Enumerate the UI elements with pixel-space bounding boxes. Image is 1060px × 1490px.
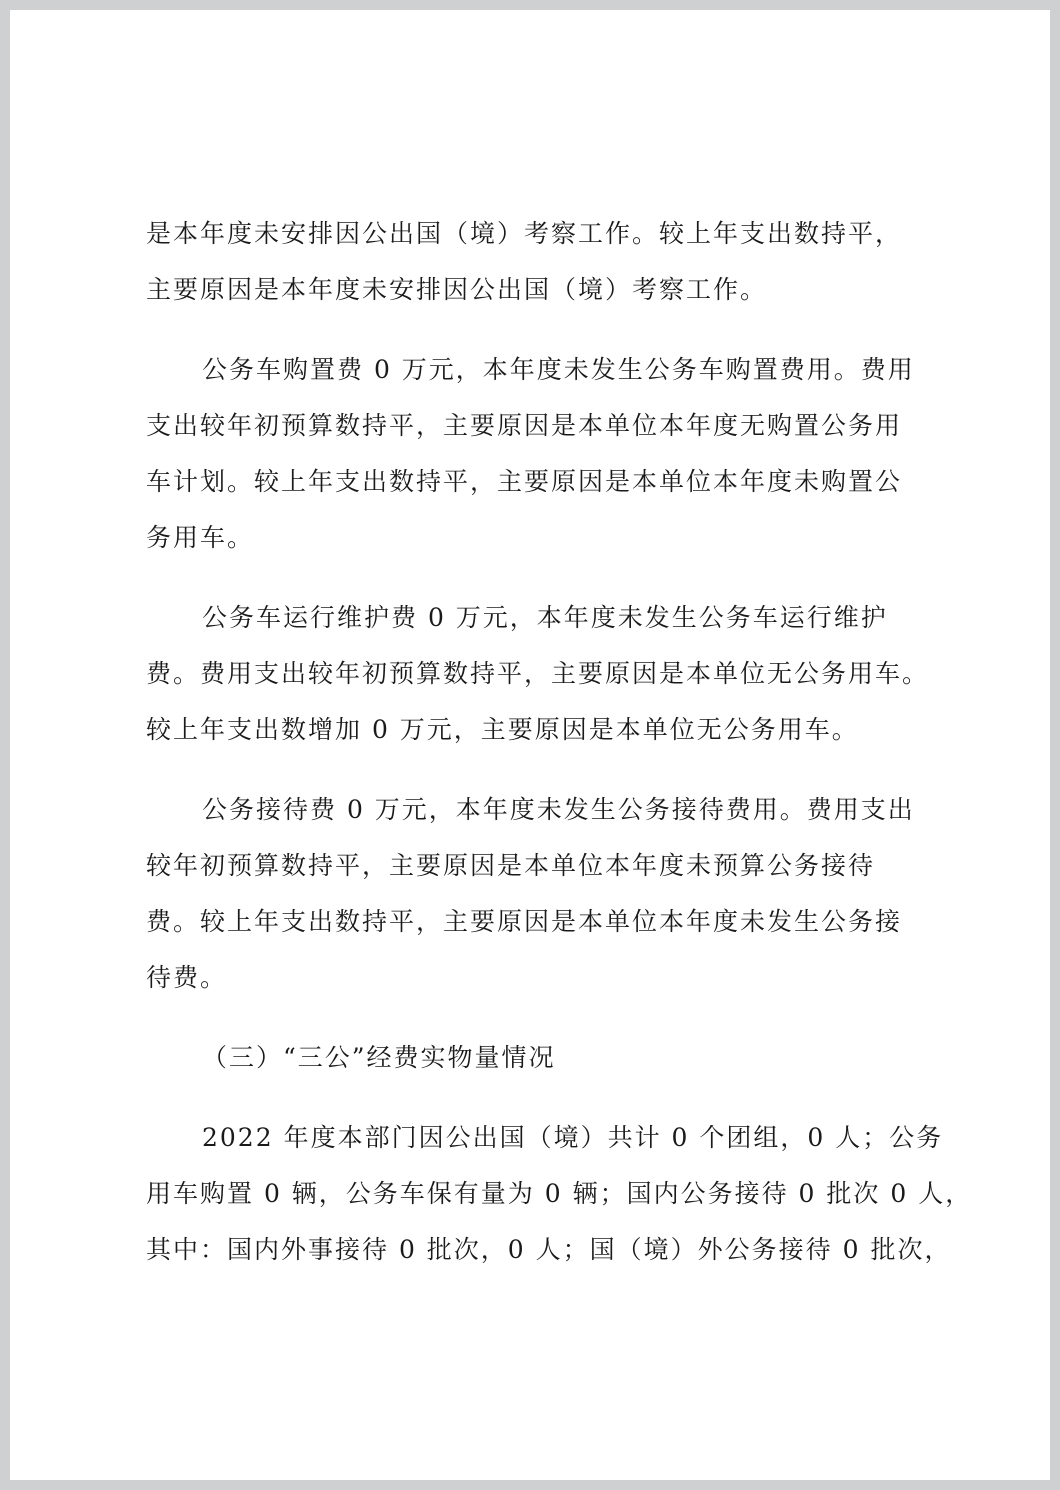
text-line: 车计划。较上年支出数持平，主要原因是本单位本年度未购置公 <box>146 467 903 496</box>
section-title: （三）“三公”经费实物量情况 <box>202 1043 556 1072</box>
paragraph-vehicle-purchase <box>146 342 928 566</box>
text-line: 公务车购置费 0 万元，本年度未发生公务车购置费用。费用 <box>202 355 915 384</box>
text-line: 较年初预算数持平，主要原因是本单位本年度未预算公务接待 <box>146 851 876 880</box>
text-line: 是本年度未安排因公出国（境）考察工作。较上年支出数持平， <box>146 219 903 248</box>
section-heading <box>146 1030 928 1086</box>
paragraph-physical-quantity <box>146 1110 973 1278</box>
text-line: 较上年支出数增加 0 万元，主要原因是本单位无公务用车。 <box>146 715 859 744</box>
paragraph-1 <box>146 206 928 318</box>
text-line: 用车购置 0 辆，公务车保有量为 0 辆；国内公务接待 0 批次 0 人， <box>146 1179 973 1208</box>
text-line: 待费。 <box>146 963 228 992</box>
paragraph-reception <box>146 782 928 1006</box>
text-line: 主要原因是本年度未安排因公出国（境）考察工作。 <box>146 275 768 304</box>
text-line: 支出较年初预算数持平，主要原因是本单位本年度无购置公务用 <box>146 411 903 440</box>
text-line: 费。较上年支出数持平，主要原因是本单位本年度未发生公务接 <box>146 907 903 936</box>
document-body <box>146 206 973 1278</box>
text-line: 2022 年度本部门因公出国（境）共计 0 个团组，0 人；公务 <box>202 1123 944 1152</box>
text-line: 公务接待费 0 万元，本年度未发生公务接待费用。费用支出 <box>202 795 915 824</box>
document-page <box>10 10 1050 1480</box>
text-line: 其中：国内外事接待 0 批次，0 人；国（境）外公务接待 0 批次， <box>146 1235 952 1264</box>
text-line: 务用车。 <box>146 523 255 552</box>
text-line: 费。费用支出较年初预算数持平，主要原因是本单位无公务用车。 <box>146 659 930 688</box>
text-line: 公务车运行维护费 0 万元，本年度未发生公务车运行维护 <box>202 603 888 632</box>
paragraph-vehicle-maintenance <box>146 590 928 758</box>
